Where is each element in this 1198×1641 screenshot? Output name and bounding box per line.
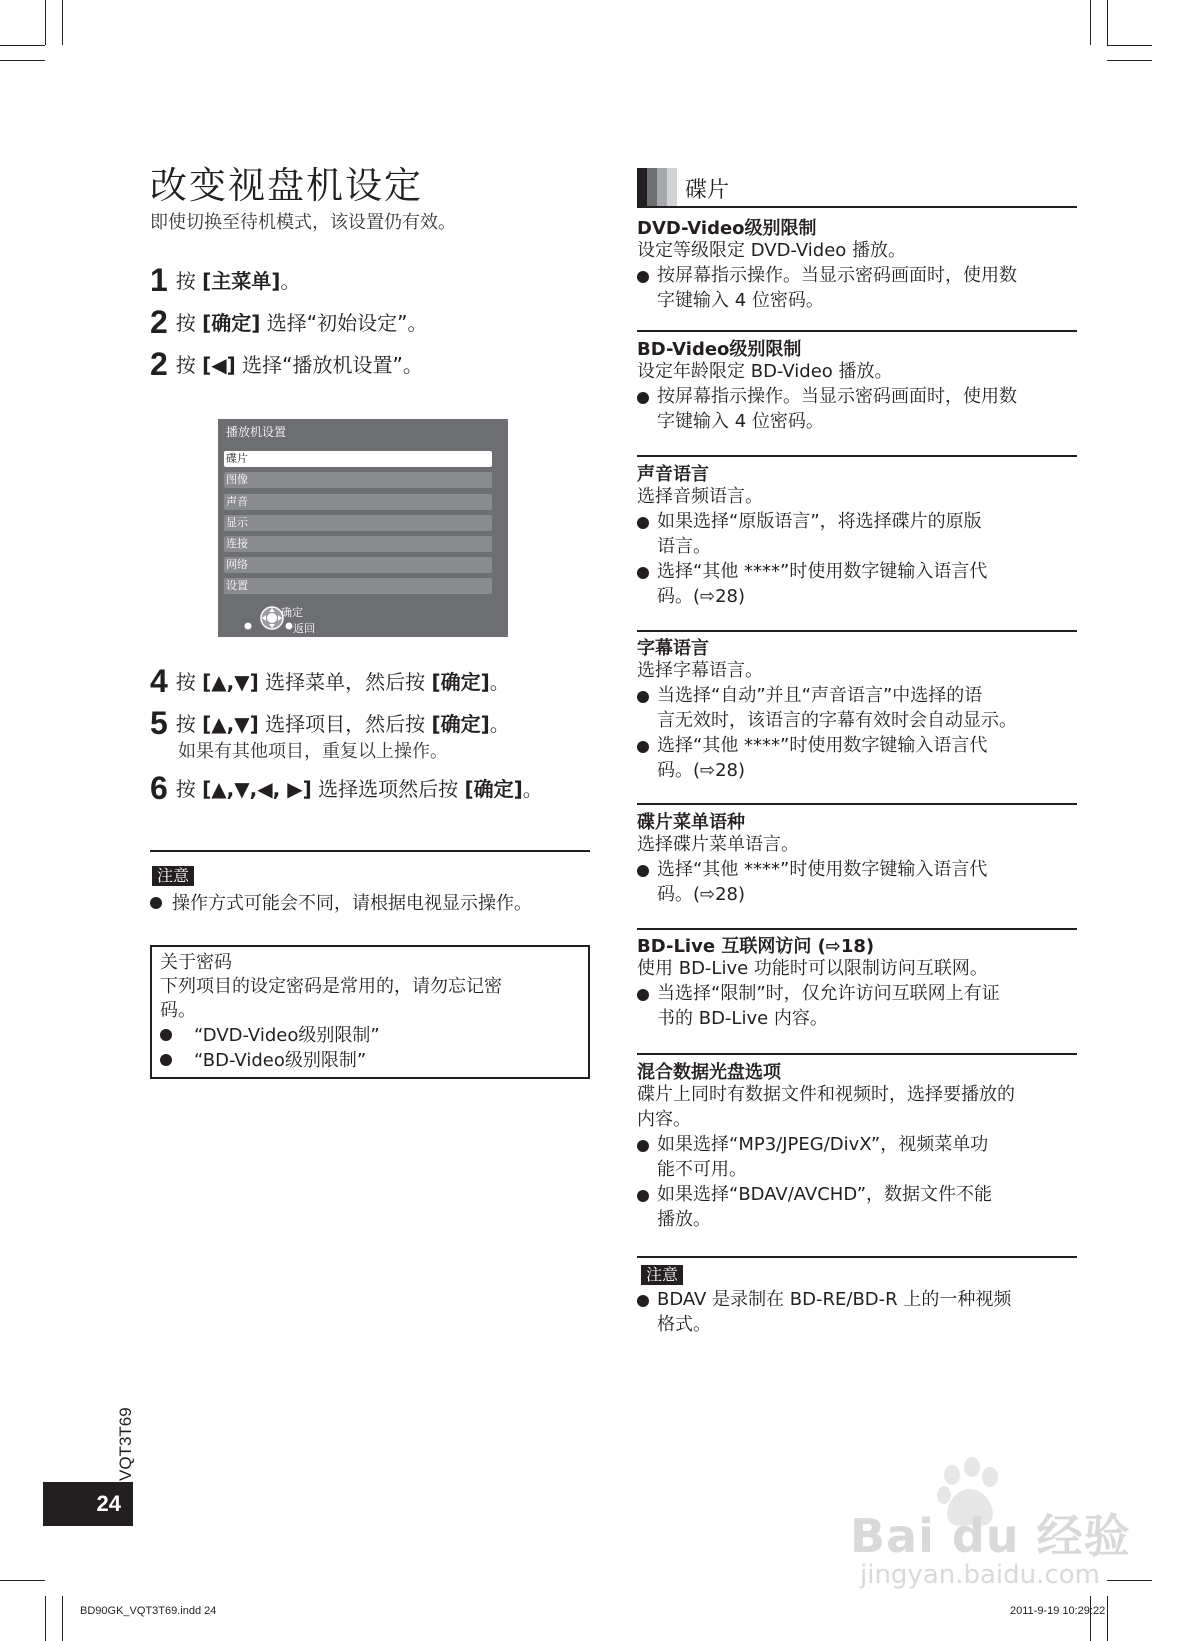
crop-mark (45, 0, 46, 45)
divider (637, 1256, 1077, 1258)
section-header-bar (637, 168, 677, 206)
divider (637, 928, 1077, 930)
crop-mark (62, 0, 63, 45)
bullet-line: 如果选择“MP3/JPEG/DivX”，视频菜单功 (657, 1134, 989, 1155)
step-number: 4 (150, 663, 168, 699)
bullet-line: 语言。 (657, 536, 711, 557)
bullet-line: 当选择“自动”并且“声音语言”中选择的语 (657, 685, 983, 706)
section-body: 设定年龄限定 BD-Video 播放。 (637, 361, 893, 382)
bullet-line: 按屏幕指示操作。当显示密码画面时，使用数 (657, 386, 1017, 407)
bullet-icon (637, 691, 649, 703)
doc-code: VQT3T69 (116, 1407, 135, 1481)
section-heading: BD-Live 互联网访问 (⇨18) (637, 936, 875, 957)
step-4: 4 按 [▲,▼] 选择菜单，然后按 [确定]。 (150, 663, 510, 699)
crop-mark (62, 1596, 63, 1641)
section-heading: DVD-Video级别限制 (637, 218, 817, 239)
divider (637, 455, 1077, 457)
bullet-line: 码。(⇨28) (657, 586, 746, 607)
intro-text: 即使切换至待机模式，该设置仍有效。 (150, 212, 456, 233)
bullet-icon (160, 1054, 172, 1066)
bullet-line: 码。(⇨28) (657, 884, 746, 905)
step-number: 2 (150, 346, 168, 382)
section-body: 内容。 (637, 1109, 691, 1130)
bullet-line: 选择“其他 ****”时使用数字键输入语言代 (657, 735, 988, 756)
key-label: [确定] (431, 670, 490, 694)
footer-file: BD90GK_VQT3T69.indd 24 (80, 1605, 217, 1617)
bullet-line: 字键输入 4 位密码。 (657, 411, 824, 432)
osd-item-disc[interactable]: 碟片 (224, 451, 492, 467)
step-number: 5 (150, 705, 168, 741)
bullet-icon (637, 741, 649, 753)
note-badge: 注意 (152, 866, 194, 886)
bullet-icon (637, 1140, 649, 1152)
divider (637, 1053, 1077, 1055)
bullet-line: 字键输入 4 位密码。 (657, 290, 824, 311)
password-box-title: 关于密码 (160, 952, 232, 973)
bullet-line: 如果选择“BDAV/AVCHD”，数据文件不能 (657, 1184, 993, 1205)
crop-mark (1107, 0, 1108, 45)
bullet-icon (637, 1190, 649, 1202)
crop-mark (0, 45, 45, 46)
password-box-body: 下列项目的设定密码是常用的，请勿忘记密 (160, 976, 502, 997)
bullet-line: 当选择“限制”时，仅允许访问互联网上有证 (657, 983, 1000, 1004)
section-body: 设定等级限定 DVD-Video 播放。 (637, 240, 907, 261)
page-number: 24 (43, 1482, 133, 1526)
bullet-line: 能不可用。 (657, 1159, 747, 1180)
section-body: 选择字幕语言。 (637, 660, 763, 681)
bullet-icon (637, 517, 649, 529)
crop-mark (1090, 0, 1091, 45)
bullet-icon (160, 1029, 172, 1041)
key-label: [主菜单] (202, 269, 281, 293)
divider (637, 330, 1077, 332)
step-number: 6 (150, 770, 168, 806)
bullet-line: 按屏幕指示操作。当显示密码画面时，使用数 (657, 265, 1017, 286)
bullet-icon (637, 865, 649, 877)
crop-mark (1107, 60, 1152, 61)
bullet-line: 言无效时，该语言的字幕有效时会自动显示。 (657, 710, 1017, 731)
bullet-icon (637, 567, 649, 579)
osd-item-picture[interactable]: 图像 (224, 472, 492, 488)
bullet-line: 如果选择“原版语言”，将选择碟片的原版 (657, 511, 982, 532)
crop-mark (0, 1580, 45, 1581)
section-body: 选择碟片菜单语言。 (637, 834, 799, 855)
osd-item-connection[interactable]: 连接 (224, 536, 492, 552)
crop-mark (0, 60, 45, 61)
step-number: 2 (150, 304, 168, 340)
osd-item-network[interactable]: 网络 (224, 557, 492, 573)
step-5: 5 按 [▲,▼] 选择项目，然后按 [确定]。 (150, 705, 510, 741)
section-heading: 混合数据光盘选项 (637, 1062, 781, 1083)
footer-timestamp: 2011-9-19 10:29:22 (1010, 1605, 1106, 1617)
step-number: 1 (150, 262, 168, 298)
section-heading: 碟片菜单语种 (637, 812, 745, 833)
step-2b: 2 按 [◀] 选择“播放机设置”。 (150, 346, 423, 382)
password-box-body: 码。 (160, 1000, 196, 1021)
bullet-line: 选择“其他 ****”时使用数字键输入语言代 (657, 859, 988, 880)
key-label: [▲,▼,◀, ▶] (202, 777, 312, 801)
bullet-icon (637, 271, 649, 283)
key-label: [确定] (431, 712, 490, 736)
osd-item-sound[interactable]: 声音 (224, 494, 492, 510)
password-item: “DVD-Video级别限制” (160, 1024, 380, 1048)
crop-mark (1107, 1580, 1152, 1581)
bullet-line: 码。(⇨28) (657, 760, 746, 781)
note-right-line: BDAV 是录制在 BD-RE/BD-R 上的一种视频 (657, 1289, 1012, 1310)
note-right-line: 格式。 (657, 1314, 711, 1335)
step-1: 1 按 [主菜单]。 (150, 262, 301, 298)
section-heading: 字幕语言 (637, 638, 709, 659)
osd-screen (218, 419, 508, 637)
bullet-icon (637, 1295, 649, 1307)
key-label: [确定] (464, 777, 523, 801)
bullet-icon (637, 392, 649, 404)
divider (637, 630, 1077, 632)
bullet-line: 播放。 (657, 1209, 711, 1230)
section-header-title: 碟片 (685, 178, 730, 203)
osd-title: 播放机设置 (226, 425, 287, 439)
osd-ok-label: 确定 (281, 606, 303, 619)
osd-item-settings[interactable]: 设置 (224, 578, 492, 594)
step-5-sub: 如果有其他项目，重复以上操作。 (178, 741, 448, 762)
section-body: 碟片上同时有数据文件和视频时，选择要播放的 (637, 1084, 1015, 1105)
password-item: “BD-Video级别限制” (160, 1049, 366, 1073)
key-label: [▲,▼] (202, 670, 259, 694)
key-label: [▲,▼] (202, 712, 259, 736)
divider (637, 206, 1077, 208)
divider (637, 803, 1077, 805)
step-2a: 2 按 [确定] 选择“初始设定”。 (150, 304, 428, 340)
watermark-main: Bai du 经验 (850, 1509, 1131, 1563)
section-body: 选择音频语言。 (637, 486, 763, 507)
crop-mark (45, 1596, 46, 1641)
bullet-line: 书的 BD-Live 内容。 (657, 1008, 828, 1029)
divider (150, 850, 590, 852)
section-body: 使用 BD-Live 功能时可以限制访问互联网。 (637, 958, 988, 979)
key-label: [◀] (202, 353, 236, 377)
bullet-icon (150, 897, 162, 909)
crop-mark (1107, 45, 1152, 46)
note-badge: 注意 (641, 1265, 683, 1285)
password-box (150, 945, 590, 1079)
bullet-line: 选择“其他 ****”时使用数字键输入语言代 (657, 561, 988, 582)
crop-mark (1090, 1596, 1091, 1641)
bullet-icon (637, 989, 649, 1001)
section-heading: 声音语言 (637, 464, 709, 485)
osd-item-display[interactable]: 显示 (224, 515, 492, 531)
osd-back-label: 返回 (293, 622, 315, 635)
key-label: [确定] (202, 311, 261, 335)
crop-mark (1107, 1596, 1108, 1641)
page-title: 改变视盘机设定 (150, 164, 423, 207)
step-6: 6 按 [▲,▼,◀, ▶] 选择选项然后按 [确定]。 (150, 770, 543, 806)
section-heading: BD-Video级别限制 (637, 339, 802, 360)
watermark-sub: jingyan.baidu.com (860, 1560, 1100, 1590)
note-item: 操作方式可能会不同，请根据电视显示操作。 (150, 892, 532, 916)
